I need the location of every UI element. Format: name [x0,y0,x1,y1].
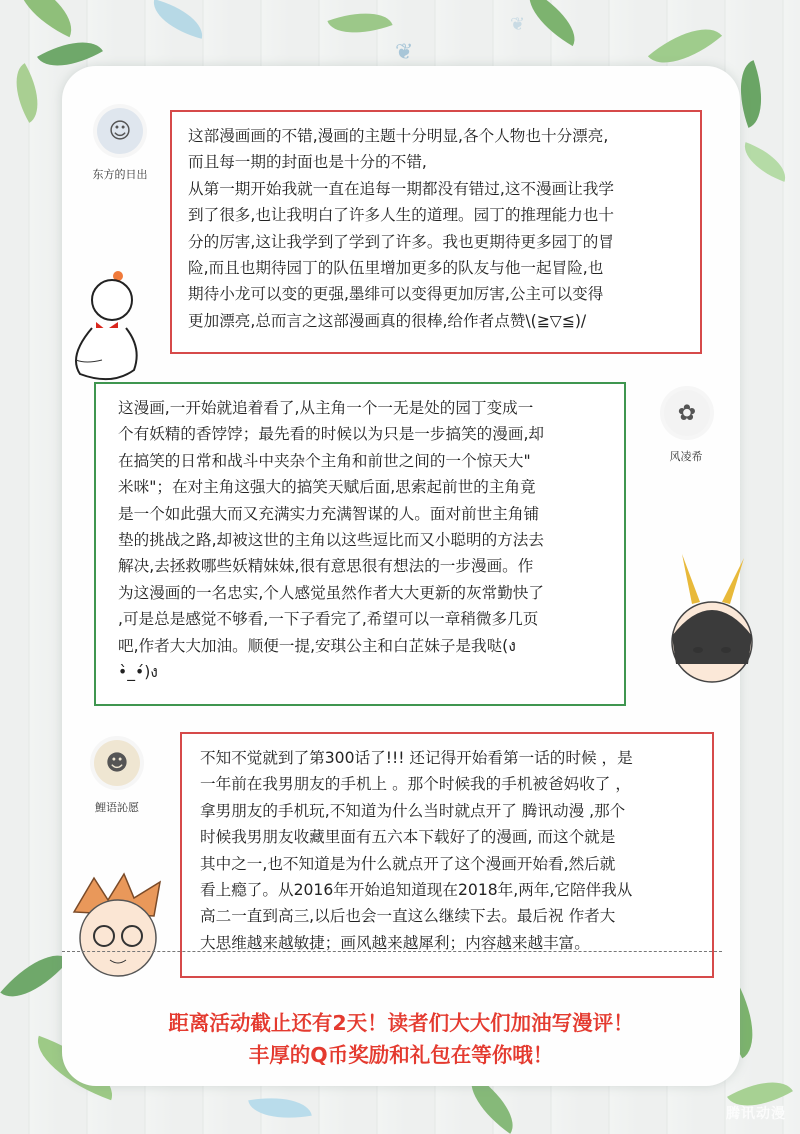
username: 鯉语訫愿 [95,801,139,814]
divider [62,951,722,952]
cartoon-avatar-icon: ☻ [105,750,129,776]
detective-avatar-icon: ☺ [108,118,132,144]
avatar [97,108,143,154]
leaf-icon [517,0,586,46]
comment-box: 这部漫画画的不错,漫画的主题十分明显,各个人物也十分漂亮, 而且每一期的封面也是十分的不错, 从第一期开始我就一直在追每一期都没有错过,这不漫画让我学 到了很多,也让我明白了许多人生的道理。园丁的推理能力也十 分的厉害,这让我学到了学到了许多。我也更期待更多园丁的冒 险,而且也期待园丁的队伍里增加更多的队友与他一起冒险,也 期待小龙可以变的更强,墨绯可以变得更加厉害,公主可以变得 更加漂亮,总而言之这部漫画真的很棒,给作者点赞\(≧▽≦)/ [170,110,702,354]
leaf-icon [737,142,792,182]
leaf-icon [148,0,209,39]
footer-line-1: 距离活动截止还有2天！读者们大大们加油写漫评！ [168,1011,634,1035]
anime-girl-avatar-icon: ✿ [677,400,697,426]
footer-line-2: 丰厚的Q币奖励和礼包在等你哦！ [248,1043,554,1067]
comment-box: 这漫画,一开始就追着看了,从主角一个一无是处的园丁变成一 个有妖精的香饽饽；最先看的时候以为只是一步搞笑的漫画,却 在搞笑的日常和战斗中夹杂个主角和前世之间的一个惊天大" 米咪"；在对主角这强大的搞笑天赋后面,思索起前世的主角竟 是一个如此强大而又充满实力充满智谋的人。面对前世主角铺 垫的挑战之路,却被这世的主角以这些逗比而又小聪明的方法去 解决,去拯救哪些妖精妹妹,很有意思很有想法的一步漫画。作 为这漫画的一名忠实,个人感觉虽然作者大大更新的灰常勤快了 ,可是总是感觉不够看,一下子看完了,希望可以一章稍微多几页 吧,作者大大加油。顺便一提,安琪公主和白芷妹子是我哒(ง •̀_•́)ง [94,382,626,706]
snowman-icon [62,264,152,382]
chibi-boy-icon [64,872,174,982]
leaf-icon [0,939,70,1013]
butterfly-icon: ❦ [395,40,414,65]
avatar [664,390,710,436]
username: 风凌希 [669,450,703,463]
leaf-icon [248,1090,312,1126]
leaf-icon [2,63,52,123]
watermark-logo: 腾讯动漫 [726,1106,786,1122]
avatar [94,740,140,786]
username: 东方的日出 [92,168,148,181]
comment-box: 不知不觉就到了第300话了!!! 还记得开始看第一话的时候 ，是 一年前在我男朋友的手机上 。那个时候我的手机被爸妈收了 ， 拿男朋友的手机玩,不知道为什么当时就点开了 腾讯动漫 ,那个 时候我男朋友收藏里面有五六本下载好了的漫画, 而这个就是 其中之一,也不知道是为什么就点开了这个漫画开始看,然后就 看上瘾了。从2016年开始追知道现在2018年,两年,它陪伴我从 高二一直到高三,以后也会一直这么继续下去。最后祝 作者大 大思维越来越敏捷；画风越来越犀利；内容越来越丰富。 [180,732,714,978]
leaf-icon [6,0,84,37]
butterfly-icon: ❦ [510,14,526,35]
leaf-icon [327,1,392,46]
chibi-horned-girl-icon [652,544,772,704]
